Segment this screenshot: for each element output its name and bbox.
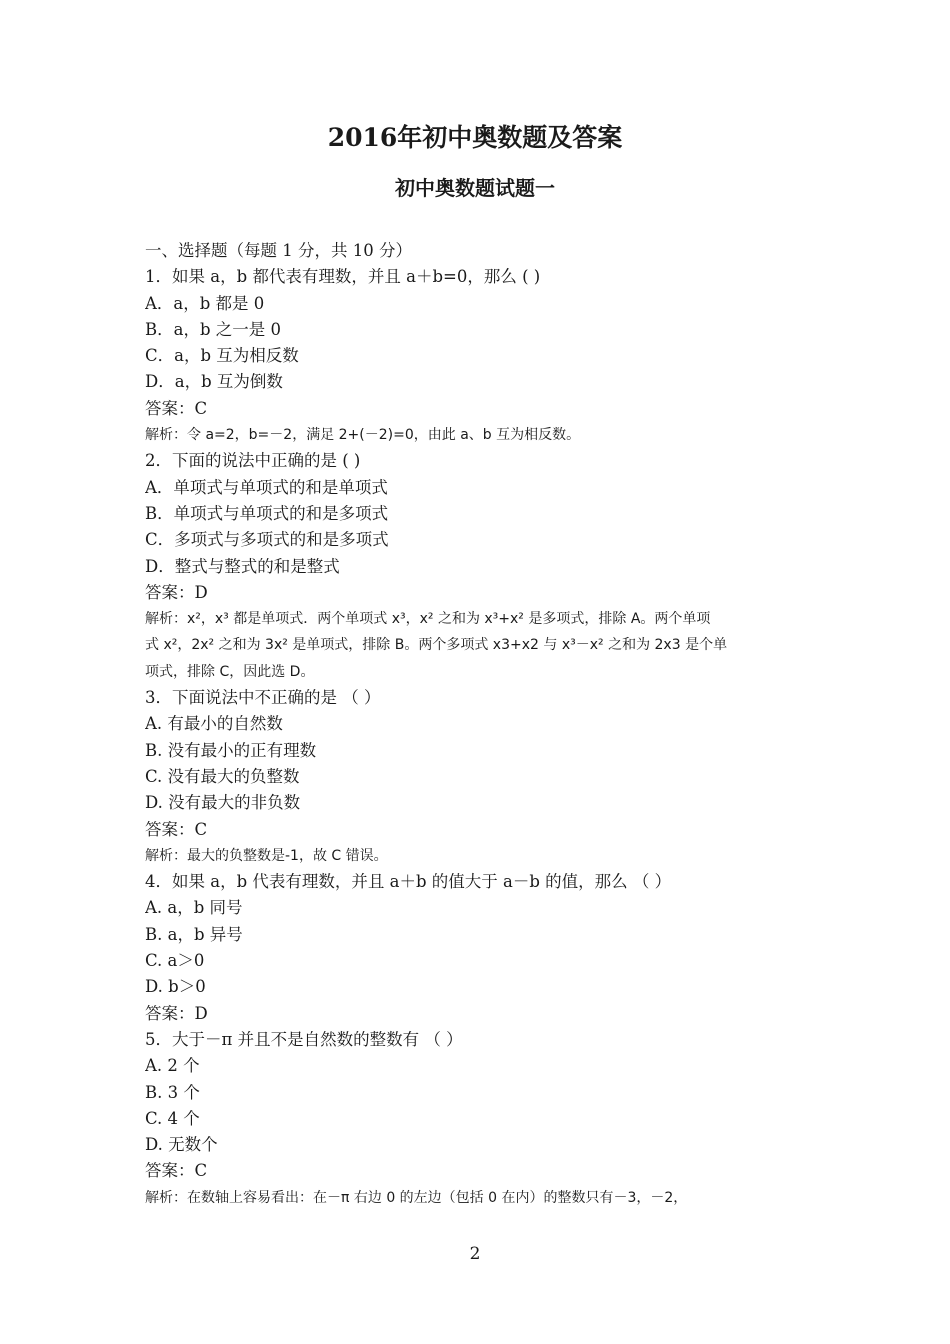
document-subtitle: 初中奥数题试题一 [395,176,555,200]
page-number: 2 [469,1244,481,1264]
text-line: 2．下面的说法中正确的是 ( ) [145,451,361,471]
text-line: D. 无数个 [145,1135,218,1155]
explanation-line: 解析：令 a=2，b=－2，满足 2+(－2)=0，由此 a、b 互为相反数。 [145,427,581,444]
text-line: D. b＞0 [145,977,206,997]
text-line: C. 没有最大的负整数 [145,766,300,786]
text-line: 3．下面说法中不正确的是 （ ） [145,688,381,708]
text-line: D．整式与整式的和是整式 [145,556,340,576]
text-line: C．多项式与多项式的和是多项式 [145,530,389,550]
text-line: B．a，b 之一是 0 [145,319,282,339]
text-line: B. a，b 异号 [145,924,243,944]
text-line: 1．如果 a，b 都代表有理数，并且 a＋b=0，那么 ( ) [145,267,541,287]
explanation-line: 解析：x²，x³ 都是单项式．两个单项式 x³，x² 之和为 x³+x² 是多项式，排除 A。两个单项 [145,611,711,628]
explanation-line: 解析：最大的负整数是-1，故 C 错误。 [145,847,388,864]
document-title: 2016年初中奥数题及答案 [327,123,623,152]
text-line: A. 2 个 [145,1056,200,1076]
text-line: 答案：D [145,582,208,602]
document-body [145,238,815,1211]
text-line: B. 3 个 [145,1082,200,1102]
text-line: A. a，b 同号 [145,898,243,918]
text-line: D．a，b 互为倒数 [145,372,283,392]
text-line: A．单项式与单项式的和是单项式 [145,477,388,497]
text-line: B．单项式与单项式的和是多项式 [145,503,389,523]
text-line: 答案：D [145,1003,208,1023]
text-line: 5．大于－π 并且不是自然数的整数有 （ ） [145,1029,463,1049]
text-line: 4．如果 a，b 代表有理数，并且 a＋b 的值大于 a－b 的值，那么 （ ） [145,872,672,892]
text-line: 答案：C [145,819,208,839]
text-line: 答案：C [145,398,208,418]
text-line: A．a，b 都是 0 [145,293,265,313]
text-line: C. 4 个 [145,1108,200,1128]
text-line: C. a＞0 [145,951,205,971]
text-line: A. 有最小的自然数 [145,714,283,734]
explanation-line: 解析：在数轴上容易看出：在－π 右边 0 的左边（包括 0 在内）的整数只有－3，－2， [145,1189,688,1206]
text-line: C．a，b 互为相反数 [145,346,299,366]
text-line: D. 没有最大的非负数 [145,793,301,813]
text-line: 一、选择题（每题 1 分，共 10 分） [145,241,412,260]
text-line: 答案：C [145,1161,208,1181]
explanation-line: 项式，排除 C，因此选 D。 [145,663,315,680]
text-line: B. 没有最小的正有理数 [145,740,317,760]
explanation-line: 式 x²，2x² 之和为 3x² 是单项式，排除 B。两个多项式 x3+x2 与 x³－x² 之和为 2x3 是个单 [145,637,728,654]
